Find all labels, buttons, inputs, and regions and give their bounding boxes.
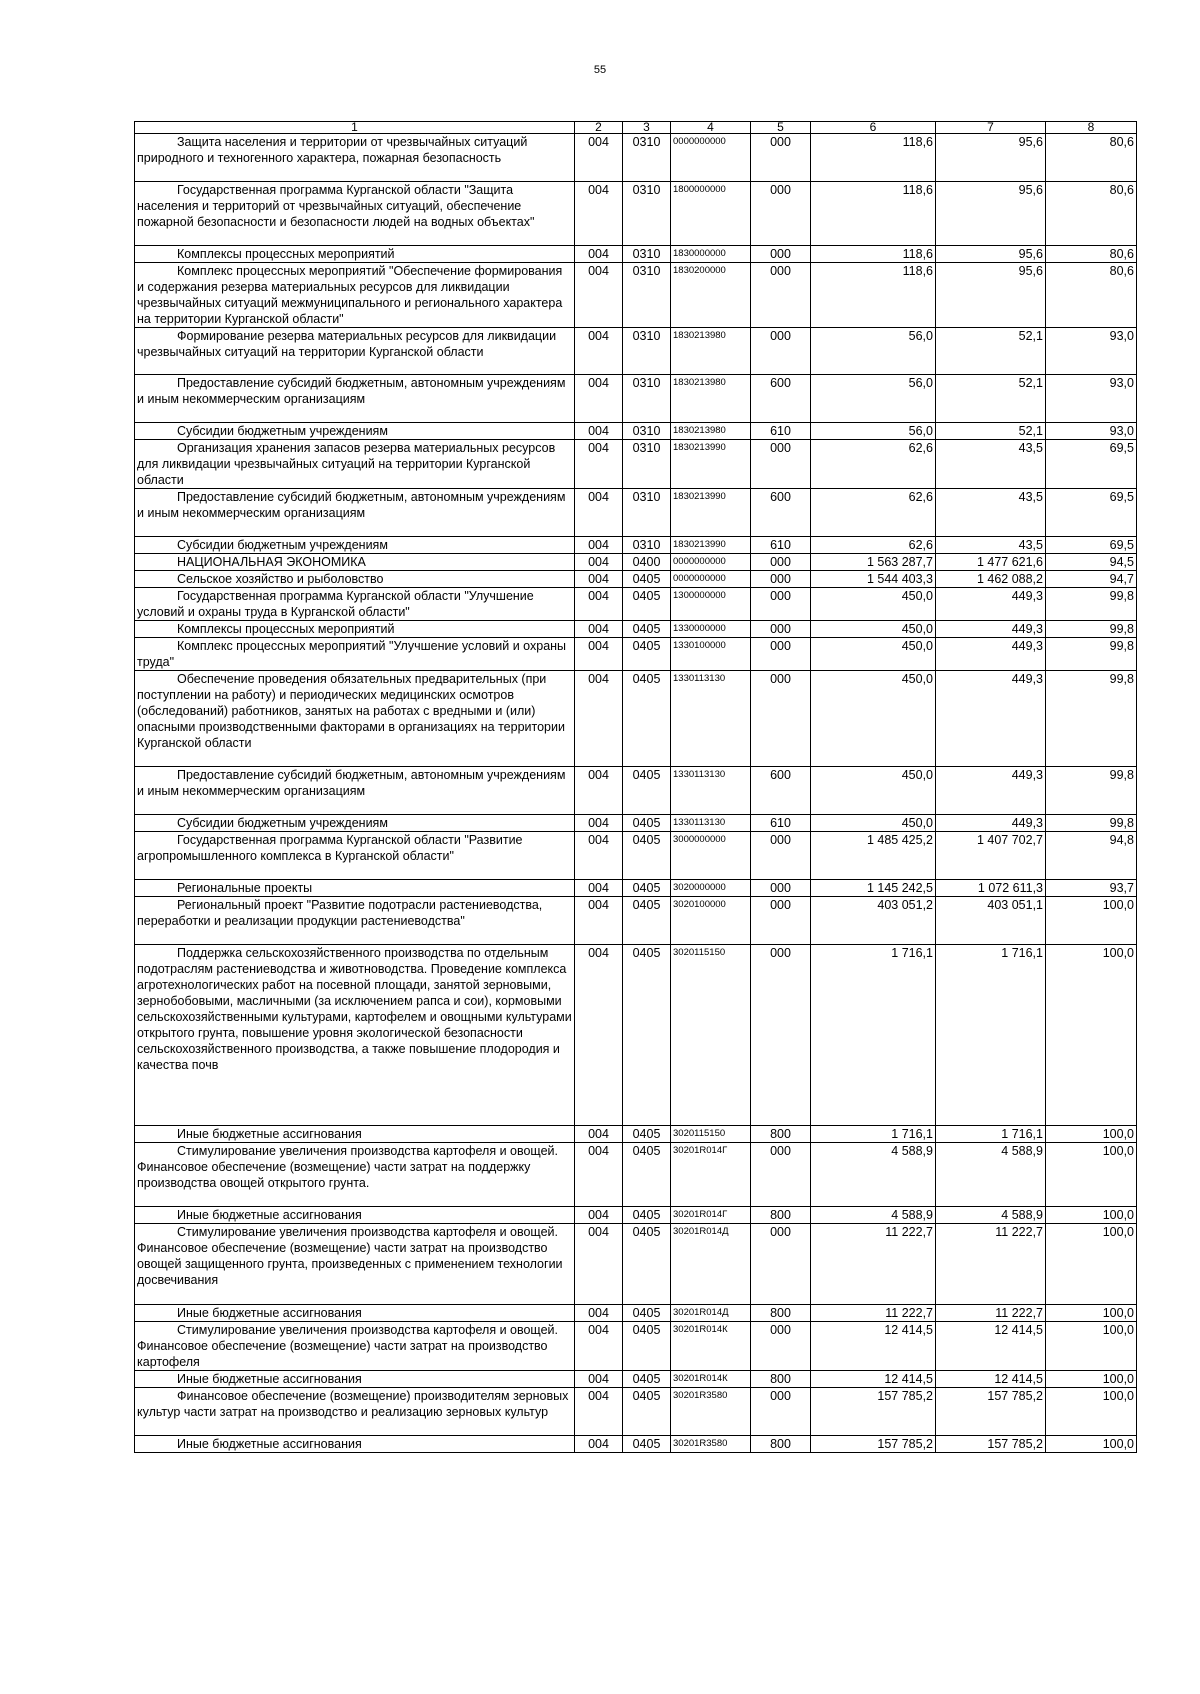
plan-cell: 450,0 bbox=[811, 767, 936, 815]
budget-table bbox=[134, 121, 1137, 1453]
percent-cell: 80,6 bbox=[1046, 246, 1137, 263]
vr-cell: 000 bbox=[751, 571, 811, 588]
name-cell: Комплексы процессных мероприятий bbox=[135, 246, 575, 263]
percent-cell: 100,0 bbox=[1046, 1224, 1137, 1305]
vr-cell: 600 bbox=[751, 489, 811, 537]
table-row bbox=[135, 671, 1137, 767]
table-row bbox=[135, 246, 1137, 263]
csr-cell: 30201R014Д bbox=[671, 1224, 751, 1305]
table-row bbox=[135, 832, 1137, 880]
percent-cell: 99,8 bbox=[1046, 588, 1137, 621]
percent-cell: 80,6 bbox=[1046, 263, 1137, 328]
name-cell: Стимулирование увеличения производства картофеля и овощей. Финансовое обеспечение (возмещение) части затрат на производство картофеля bbox=[135, 1322, 575, 1371]
csr-cell: 1300000000 bbox=[671, 588, 751, 621]
percent-cell: 100,0 bbox=[1046, 1143, 1137, 1207]
percent-cell: 99,8 bbox=[1046, 621, 1137, 638]
percent-cell: 100,0 bbox=[1046, 945, 1137, 1126]
exec-cell: 95,6 bbox=[936, 182, 1046, 246]
name-cell: Комплексы процессных мероприятий bbox=[135, 621, 575, 638]
percent-cell: 99,8 bbox=[1046, 671, 1137, 767]
table-row bbox=[135, 880, 1137, 897]
table-row bbox=[135, 1305, 1137, 1322]
vr-cell: 600 bbox=[751, 767, 811, 815]
name-cell: Иные бюджетные ассигнования bbox=[135, 1371, 575, 1388]
percent-cell: 100,0 bbox=[1046, 1388, 1137, 1436]
prz-cell: 0405 bbox=[623, 671, 671, 767]
prz-cell: 0405 bbox=[623, 1126, 671, 1143]
prz-cell: 0310 bbox=[623, 182, 671, 246]
table-row bbox=[135, 554, 1137, 571]
percent-cell: 100,0 bbox=[1046, 1305, 1137, 1322]
plan-cell: 118,6 bbox=[811, 246, 936, 263]
prz-cell: 0405 bbox=[623, 897, 671, 945]
table-row bbox=[135, 1126, 1137, 1143]
percent-cell: 80,6 bbox=[1046, 182, 1137, 246]
name-cell: Субсидии бюджетным учреждениям bbox=[135, 537, 575, 554]
csr-cell: 1330100000 bbox=[671, 638, 751, 671]
vr-cell: 800 bbox=[751, 1126, 811, 1143]
csr-cell: 30201R014К bbox=[671, 1322, 751, 1371]
header-row bbox=[135, 122, 1137, 134]
vr-cell: 610 bbox=[751, 423, 811, 440]
prz-cell: 0405 bbox=[623, 1207, 671, 1224]
rzd-cell: 004 bbox=[575, 1322, 623, 1371]
vr-cell: 800 bbox=[751, 1207, 811, 1224]
prz-cell: 0405 bbox=[623, 1224, 671, 1305]
prz-cell: 0405 bbox=[623, 945, 671, 1126]
prz-cell: 0405 bbox=[623, 832, 671, 880]
prz-cell: 0405 bbox=[623, 1371, 671, 1388]
prz-cell: 0405 bbox=[623, 1436, 671, 1453]
vr-cell: 000 bbox=[751, 554, 811, 571]
prz-cell: 0405 bbox=[623, 880, 671, 897]
vr-cell: 000 bbox=[751, 246, 811, 263]
csr-cell: 30201R3580 bbox=[671, 1436, 751, 1453]
plan-cell: 157 785,2 bbox=[811, 1436, 936, 1453]
table-row bbox=[135, 767, 1137, 815]
exec-cell: 52,1 bbox=[936, 375, 1046, 423]
csr-cell: 1830200000 bbox=[671, 263, 751, 328]
csr-cell: 1830213990 bbox=[671, 489, 751, 537]
exec-cell: 1 407 702,7 bbox=[936, 832, 1046, 880]
rzd-cell: 004 bbox=[575, 423, 623, 440]
exec-cell: 95,6 bbox=[936, 263, 1046, 328]
name-cell: Поддержка сельскохозяйственного производства по отдельным подотраслям растениеводства и животноводства. Проведение комплекса агротехнологических работ на посевной площади, занятой зерновыми, зернобобовыми, масличными (за исключением рапса и сои), кормовыми сельскохозяйственными культурами, картофелем и овощными культурами открытого грунта, повышение уровня экологической безопасности сельскохозяйственного производства, а также повышение плодородия и качества почв bbox=[135, 945, 575, 1126]
table-row bbox=[135, 621, 1137, 638]
exec-cell: 403 051,1 bbox=[936, 897, 1046, 945]
exec-cell: 52,1 bbox=[936, 328, 1046, 375]
prz-cell: 0310 bbox=[623, 328, 671, 375]
vr-cell: 800 bbox=[751, 1305, 811, 1322]
csr-cell: 3020115150 bbox=[671, 1126, 751, 1143]
prz-cell: 0310 bbox=[623, 423, 671, 440]
exec-cell: 449,3 bbox=[936, 638, 1046, 671]
plan-cell: 1 563 287,7 bbox=[811, 554, 936, 571]
csr-cell: 3020100000 bbox=[671, 897, 751, 945]
vr-cell: 000 bbox=[751, 671, 811, 767]
name-cell: Сельское хозяйство и рыболовство bbox=[135, 571, 575, 588]
exec-cell: 157 785,2 bbox=[936, 1388, 1046, 1436]
rzd-cell: 004 bbox=[575, 588, 623, 621]
rzd-cell: 004 bbox=[575, 537, 623, 554]
name-cell: Предоставление субсидий бюджетным, автономным учреждениям и иным некоммерческим организациям bbox=[135, 489, 575, 537]
plan-cell: 11 222,7 bbox=[811, 1305, 936, 1322]
name-cell: НАЦИОНАЛЬНАЯ ЭКОНОМИКА bbox=[135, 554, 575, 571]
exec-cell: 1 716,1 bbox=[936, 945, 1046, 1126]
name-cell: Обеспечение проведения обязательных предварительных (при поступлении на работу) и периодических медицинских осмотров (обследований) работников, занятых на работах с вредными и (или) опасными производственными факторами в организациях на территории Курганской области bbox=[135, 671, 575, 767]
plan-cell: 56,0 bbox=[811, 423, 936, 440]
name-cell: Защита населения и территории от чрезвычайных ситуаций природного и техногенного характера, пожарная безопасность bbox=[135, 134, 575, 182]
prz-cell: 0310 bbox=[623, 246, 671, 263]
exec-cell: 95,6 bbox=[936, 246, 1046, 263]
plan-cell: 450,0 bbox=[811, 638, 936, 671]
csr-cell: 1330113130 bbox=[671, 671, 751, 767]
vr-cell: 000 bbox=[751, 832, 811, 880]
table-row bbox=[135, 263, 1137, 328]
exec-cell: 4 588,9 bbox=[936, 1207, 1046, 1224]
prz-cell: 0405 bbox=[623, 571, 671, 588]
percent-cell: 93,0 bbox=[1046, 423, 1137, 440]
plan-cell: 62,6 bbox=[811, 440, 936, 489]
prz-cell: 0310 bbox=[623, 489, 671, 537]
csr-cell: 1330113130 bbox=[671, 767, 751, 815]
rzd-cell: 004 bbox=[575, 246, 623, 263]
prz-cell: 0405 bbox=[623, 588, 671, 621]
percent-cell: 94,8 bbox=[1046, 832, 1137, 880]
rzd-cell: 004 bbox=[575, 375, 623, 423]
plan-cell: 1 544 403,3 bbox=[811, 571, 936, 588]
csr-cell: 1330113130 bbox=[671, 815, 751, 832]
prz-cell: 0310 bbox=[623, 134, 671, 182]
header-cell-8: 8 bbox=[1046, 122, 1137, 134]
percent-cell: 93,0 bbox=[1046, 328, 1137, 375]
plan-cell: 118,6 bbox=[811, 263, 936, 328]
plan-cell: 450,0 bbox=[811, 815, 936, 832]
rzd-cell: 004 bbox=[575, 1143, 623, 1207]
vr-cell: 000 bbox=[751, 1322, 811, 1371]
csr-cell: 1830213980 bbox=[671, 375, 751, 423]
rzd-cell: 004 bbox=[575, 1207, 623, 1224]
csr-cell: 1830213980 bbox=[671, 328, 751, 375]
vr-cell: 000 bbox=[751, 263, 811, 328]
rzd-cell: 004 bbox=[575, 1371, 623, 1388]
rzd-cell: 004 bbox=[575, 571, 623, 588]
table-row bbox=[135, 440, 1137, 489]
plan-cell: 450,0 bbox=[811, 621, 936, 638]
name-cell: Государственная программа Курганской области "Защита населения и территорий от чрезвычайных ситуаций, обеспечение пожарной безопасности и безопасности людей на водных объектах" bbox=[135, 182, 575, 246]
name-cell: Организация хранения запасов резерва материальных ресурсов для ликвидации чрезвычайных ситуаций на территории Курганской области bbox=[135, 440, 575, 489]
vr-cell: 000 bbox=[751, 1388, 811, 1436]
page-number: 55 bbox=[593, 64, 607, 76]
exec-cell: 449,3 bbox=[936, 621, 1046, 638]
csr-cell: 30201R3580 bbox=[671, 1388, 751, 1436]
percent-cell: 94,5 bbox=[1046, 554, 1137, 571]
vr-cell: 610 bbox=[751, 815, 811, 832]
name-cell: Стимулирование увеличения производства картофеля и овощей. Финансовое обеспечение (возмещение) части затрат на поддержку производства овощей открытого грунта. bbox=[135, 1143, 575, 1207]
name-cell: Субсидии бюджетным учреждениям bbox=[135, 815, 575, 832]
table-row bbox=[135, 182, 1137, 246]
percent-cell: 93,7 bbox=[1046, 880, 1137, 897]
vr-cell: 000 bbox=[751, 328, 811, 375]
prz-cell: 0405 bbox=[623, 1305, 671, 1322]
rzd-cell: 004 bbox=[575, 182, 623, 246]
table-row bbox=[135, 1207, 1137, 1224]
table-row bbox=[135, 375, 1137, 423]
plan-cell: 4 588,9 bbox=[811, 1207, 936, 1224]
rzd-cell: 004 bbox=[575, 832, 623, 880]
prz-cell: 0310 bbox=[623, 263, 671, 328]
rzd-cell: 004 bbox=[575, 638, 623, 671]
rzd-cell: 004 bbox=[575, 328, 623, 375]
rzd-cell: 004 bbox=[575, 880, 623, 897]
csr-cell: 0000000000 bbox=[671, 554, 751, 571]
exec-cell: 52,1 bbox=[936, 423, 1046, 440]
plan-cell: 62,6 bbox=[811, 537, 936, 554]
table-row bbox=[135, 588, 1137, 621]
csr-cell: 1330000000 bbox=[671, 621, 751, 638]
prz-cell: 0310 bbox=[623, 440, 671, 489]
table-row bbox=[135, 328, 1137, 375]
exec-cell: 43,5 bbox=[936, 537, 1046, 554]
name-cell: Комплекс процессных мероприятий "Улучшение условий и охраны труда" bbox=[135, 638, 575, 671]
exec-cell: 12 414,5 bbox=[936, 1371, 1046, 1388]
prz-cell: 0405 bbox=[623, 1143, 671, 1207]
rzd-cell: 004 bbox=[575, 815, 623, 832]
csr-cell: 3000000000 bbox=[671, 832, 751, 880]
csr-cell: 3020115150 bbox=[671, 945, 751, 1126]
rzd-cell: 004 bbox=[575, 671, 623, 767]
vr-cell: 000 bbox=[751, 182, 811, 246]
csr-cell: 0000000000 bbox=[671, 571, 751, 588]
name-cell: Государственная программа Курганской области "Развитие агропромышленного комплекса в Курганской области" bbox=[135, 832, 575, 880]
plan-cell: 1 716,1 bbox=[811, 1126, 936, 1143]
name-cell: Предоставление субсидий бюджетным, автономным учреждениям и иным некоммерческим организациям bbox=[135, 767, 575, 815]
name-cell: Иные бюджетные ассигнования bbox=[135, 1305, 575, 1322]
table-row bbox=[135, 1224, 1137, 1305]
rzd-cell: 004 bbox=[575, 621, 623, 638]
name-cell: Стимулирование увеличения производства картофеля и овощей. Финансовое обеспечение (возмещение) части затрат на производство овощей защищенного грунта, произведенных с применением технологии досвечивания bbox=[135, 1224, 575, 1305]
vr-cell: 000 bbox=[751, 588, 811, 621]
rzd-cell: 004 bbox=[575, 554, 623, 571]
name-cell: Финансовое обеспечение (возмещение) производителям зерновых культур части затрат на производство и реализацию зерновых культур bbox=[135, 1388, 575, 1436]
header-cell-6: 6 bbox=[811, 122, 936, 134]
percent-cell: 99,8 bbox=[1046, 815, 1137, 832]
rzd-cell: 004 bbox=[575, 263, 623, 328]
vr-cell: 000 bbox=[751, 897, 811, 945]
percent-cell: 69,5 bbox=[1046, 489, 1137, 537]
table-row bbox=[135, 537, 1137, 554]
exec-cell: 43,5 bbox=[936, 489, 1046, 537]
vr-cell: 000 bbox=[751, 880, 811, 897]
name-cell: Иные бюджетные ассигнования bbox=[135, 1126, 575, 1143]
csr-cell: 1830000000 bbox=[671, 246, 751, 263]
table-row bbox=[135, 423, 1137, 440]
prz-cell: 0405 bbox=[623, 638, 671, 671]
prz-cell: 0310 bbox=[623, 375, 671, 423]
exec-cell: 12 414,5 bbox=[936, 1322, 1046, 1371]
plan-cell: 1 485 425,2 bbox=[811, 832, 936, 880]
exec-cell: 43,5 bbox=[936, 440, 1046, 489]
rzd-cell: 004 bbox=[575, 489, 623, 537]
plan-cell: 11 222,7 bbox=[811, 1224, 936, 1305]
percent-cell: 80,6 bbox=[1046, 134, 1137, 182]
rzd-cell: 004 bbox=[575, 945, 623, 1126]
plan-cell: 403 051,2 bbox=[811, 897, 936, 945]
table-row bbox=[135, 1143, 1137, 1207]
vr-cell: 000 bbox=[751, 638, 811, 671]
percent-cell: 100,0 bbox=[1046, 897, 1137, 945]
percent-cell: 100,0 bbox=[1046, 1436, 1137, 1453]
name-cell: Субсидии бюджетным учреждениям bbox=[135, 423, 575, 440]
exec-cell: 449,3 bbox=[936, 671, 1046, 767]
exec-cell: 1 462 088,2 bbox=[936, 571, 1046, 588]
csr-cell: 30201R014К bbox=[671, 1371, 751, 1388]
exec-cell: 95,6 bbox=[936, 134, 1046, 182]
csr-cell: 1830213980 bbox=[671, 423, 751, 440]
csr-cell: 1830213990 bbox=[671, 440, 751, 489]
vr-cell: 600 bbox=[751, 375, 811, 423]
rzd-cell: 004 bbox=[575, 134, 623, 182]
percent-cell: 100,0 bbox=[1046, 1322, 1137, 1371]
csr-cell: 30201R014Г bbox=[671, 1207, 751, 1224]
vr-cell: 800 bbox=[751, 1436, 811, 1453]
percent-cell: 94,7 bbox=[1046, 571, 1137, 588]
table-row bbox=[135, 1388, 1137, 1436]
exec-cell: 1 477 621,6 bbox=[936, 554, 1046, 571]
table-row bbox=[135, 945, 1137, 1126]
percent-cell: 100,0 bbox=[1046, 1126, 1137, 1143]
name-cell: Формирование резерва материальных ресурсов для ликвидации чрезвычайных ситуаций на территории Курганской области bbox=[135, 328, 575, 375]
vr-cell: 000 bbox=[751, 945, 811, 1126]
plan-cell: 56,0 bbox=[811, 328, 936, 375]
plan-cell: 12 414,5 bbox=[811, 1322, 936, 1371]
csr-cell: 3020000000 bbox=[671, 880, 751, 897]
header-cell-7: 7 bbox=[936, 122, 1046, 134]
exec-cell: 1 072 611,3 bbox=[936, 880, 1046, 897]
vr-cell: 800 bbox=[751, 1371, 811, 1388]
prz-cell: 0405 bbox=[623, 815, 671, 832]
percent-cell: 69,5 bbox=[1046, 537, 1137, 554]
percent-cell: 99,8 bbox=[1046, 638, 1137, 671]
header-cell-3: 3 bbox=[623, 122, 671, 134]
plan-cell: 450,0 bbox=[811, 588, 936, 621]
rzd-cell: 004 bbox=[575, 767, 623, 815]
prz-cell: 0405 bbox=[623, 1322, 671, 1371]
percent-cell: 69,5 bbox=[1046, 440, 1137, 489]
percent-cell: 100,0 bbox=[1046, 1207, 1137, 1224]
rzd-cell: 004 bbox=[575, 1224, 623, 1305]
vr-cell: 000 bbox=[751, 440, 811, 489]
rzd-cell: 004 bbox=[575, 897, 623, 945]
vr-cell: 610 bbox=[751, 537, 811, 554]
table-row bbox=[135, 571, 1137, 588]
table-row bbox=[135, 1322, 1137, 1371]
header-cell-5: 5 bbox=[751, 122, 811, 134]
exec-cell: 449,3 bbox=[936, 767, 1046, 815]
prz-cell: 0400 bbox=[623, 554, 671, 571]
csr-cell: 0000000000 bbox=[671, 134, 751, 182]
header-cell-1: 1 bbox=[135, 122, 575, 134]
plan-cell: 56,0 bbox=[811, 375, 936, 423]
prz-cell: 0310 bbox=[623, 537, 671, 554]
table-row bbox=[135, 815, 1137, 832]
vr-cell: 000 bbox=[751, 134, 811, 182]
prz-cell: 0405 bbox=[623, 767, 671, 815]
csr-cell: 1800000000 bbox=[671, 182, 751, 246]
name-cell: Региональный проект "Развитие подотрасли растениеводства, переработки и реализации продукции растениеводства" bbox=[135, 897, 575, 945]
plan-cell: 4 588,9 bbox=[811, 1143, 936, 1207]
name-cell: Комплекс процессных мероприятий "Обеспечение формирования и содержания резерва материальных ресурсов для ликвидации чрезвычайных ситуаций межмуниципального и регионального характера на территории Курганской области" bbox=[135, 263, 575, 328]
exec-cell: 11 222,7 bbox=[936, 1224, 1046, 1305]
name-cell: Государственная программа Курганской области "Улучшение условий и охраны труда в Курганской области" bbox=[135, 588, 575, 621]
percent-cell: 100,0 bbox=[1046, 1371, 1137, 1388]
table-row bbox=[135, 1371, 1137, 1388]
exec-cell: 1 716,1 bbox=[936, 1126, 1046, 1143]
exec-cell: 449,3 bbox=[936, 815, 1046, 832]
table-row bbox=[135, 489, 1137, 537]
exec-cell: 4 588,9 bbox=[936, 1143, 1046, 1207]
exec-cell: 449,3 bbox=[936, 588, 1046, 621]
csr-cell: 30201R014Д bbox=[671, 1305, 751, 1322]
rzd-cell: 004 bbox=[575, 1388, 623, 1436]
table-row bbox=[135, 897, 1137, 945]
table-row bbox=[135, 134, 1137, 182]
plan-cell: 12 414,5 bbox=[811, 1371, 936, 1388]
exec-cell: 11 222,7 bbox=[936, 1305, 1046, 1322]
plan-cell: 62,6 bbox=[811, 489, 936, 537]
percent-cell: 99,8 bbox=[1046, 767, 1137, 815]
header-cell-2: 2 bbox=[575, 122, 623, 134]
plan-cell: 450,0 bbox=[811, 671, 936, 767]
rzd-cell: 004 bbox=[575, 1126, 623, 1143]
prz-cell: 0405 bbox=[623, 621, 671, 638]
prz-cell: 0405 bbox=[623, 1388, 671, 1436]
header-cell-4: 4 bbox=[671, 122, 751, 134]
csr-cell: 30201R014Г bbox=[671, 1143, 751, 1207]
plan-cell: 1 716,1 bbox=[811, 945, 936, 1126]
plan-cell: 118,6 bbox=[811, 182, 936, 246]
table-row bbox=[135, 1436, 1137, 1453]
table-row bbox=[135, 638, 1137, 671]
name-cell: Иные бюджетные ассигнования bbox=[135, 1207, 575, 1224]
name-cell: Иные бюджетные ассигнования bbox=[135, 1436, 575, 1453]
vr-cell: 000 bbox=[751, 1224, 811, 1305]
name-cell: Региональные проекты bbox=[135, 880, 575, 897]
plan-cell: 118,6 bbox=[811, 134, 936, 182]
plan-cell: 157 785,2 bbox=[811, 1388, 936, 1436]
name-cell: Предоставление субсидий бюджетным, автономным учреждениям и иным некоммерческим организациям bbox=[135, 375, 575, 423]
plan-cell: 1 145 242,5 bbox=[811, 880, 936, 897]
exec-cell: 157 785,2 bbox=[936, 1436, 1046, 1453]
rzd-cell: 004 bbox=[575, 440, 623, 489]
vr-cell: 000 bbox=[751, 1143, 811, 1207]
csr-cell: 1830213990 bbox=[671, 537, 751, 554]
percent-cell: 93,0 bbox=[1046, 375, 1137, 423]
rzd-cell: 004 bbox=[575, 1436, 623, 1453]
vr-cell: 000 bbox=[751, 621, 811, 638]
rzd-cell: 004 bbox=[575, 1305, 623, 1322]
